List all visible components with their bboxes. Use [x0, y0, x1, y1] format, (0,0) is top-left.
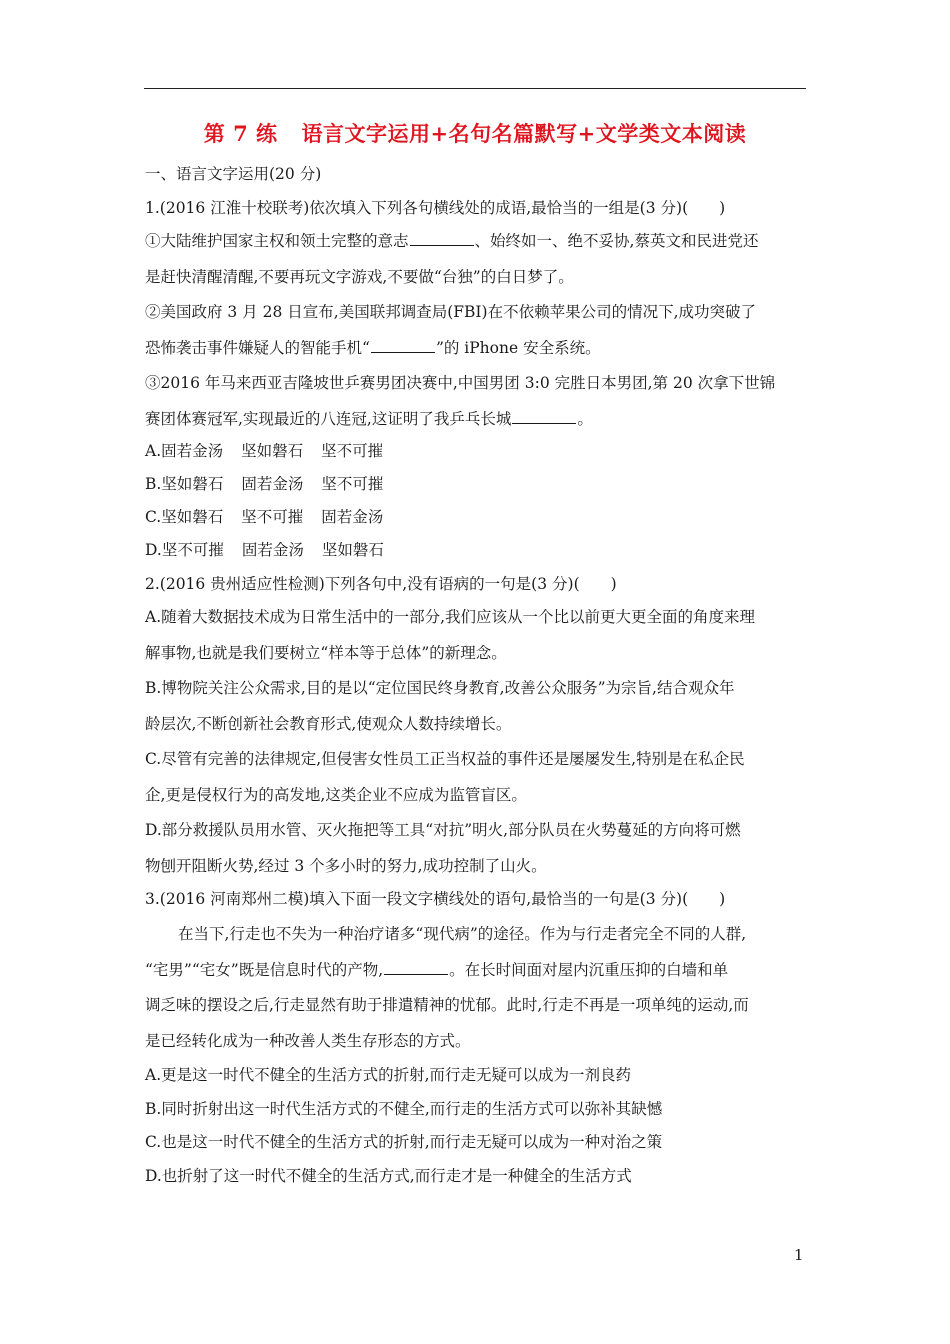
header-rule: [144, 88, 806, 89]
page-title: [0, 118, 950, 148]
answer-blank: [371, 338, 435, 353]
q3-option-c: C.也是这一时代不健全的生活方式的折射,而行走无疑可以成为一种对治之策: [145, 1133, 663, 1151]
q2-option-d: D.部分救援队员用水管、灭火拖把等工具“对抗”明火,部分队员在火势蔓延的方向将可燃: [145, 821, 741, 839]
q1-sentence-1: ①大陆维护国家主权和领土完整的意志 、始终如一、绝不妥协,蔡英文和民进党还: [145, 232, 759, 250]
q1-sentence-3: ③2016 年马来西亚吉隆坡世乒赛男团决赛中,中国男团 3:0 完胜日本男团,第 20 次拿下世锦: [145, 374, 776, 392]
q3-option-a: A.更是这一时代不健全的生活方式的折射,而行走无疑可以成为一剂良药: [145, 1066, 632, 1084]
q3-option-d: D.也折射了这一时代不健全的生活方式,而行走才是一种健全的生活方式: [145, 1167, 632, 1185]
q1-stem: 1.(2016 江淮十校联考)依次填入下列各句横线处的成语,最恰当的一组是(3 分)( ): [145, 199, 726, 217]
q2-option-c: C.尽管有完善的法律规定,但侵害女性员工正当权益的事件还是屡屡发生,特别是在私企民: [145, 750, 745, 768]
q2-option-a: A.随着大数据技术成为日常生活中的一部分,我们应该从一个比以前更大更全面的角度来理: [145, 608, 756, 626]
q1-sentence-2-cont: 恐怖袭击事件嫌疑人的智能手机“ ”的 iPhone 安全系统。: [145, 339, 601, 357]
section-heading: 一、语言文字运用(20 分): [145, 165, 322, 183]
answer-blank: [410, 231, 474, 246]
q1-option-a: A.固若金汤 坚如磐石 坚不可摧: [145, 442, 384, 460]
q2-option-a-cont: 解事物,也就是我们要树立“样本等于总体”的新理念。: [145, 644, 507, 662]
q1-option-d: D.坚不可摧 固若金汤 坚如磐石: [145, 541, 384, 559]
q2-stem: 2.(2016 贵州适应性检测)下列各句中,没有语病的一句是(3 分)( ): [145, 575, 617, 593]
q3-passage-line-3: 调乏味的摆设之后,行走显然有助于排遣精神的忧郁。此时,行走不再是一项单纯的运动,而: [145, 996, 749, 1014]
q1-option-b: B.坚如磐石 固若金汤 坚不可摧: [145, 475, 384, 493]
q1-sentence-2: ②美国政府 3 月 28 日宣布,美国联邦调查局(FBI)在不依赖苹果公司的情况下,成功突破了: [145, 303, 757, 321]
answer-blank: [384, 960, 448, 975]
title-number: 第 7 练: [203, 121, 278, 146]
title-text: 语言文字运用+名句名篇默写+文学类文本阅读: [301, 121, 747, 146]
answer-blank: [512, 409, 576, 424]
q3-passage-line-1: 在当下,行走也不失为一种治疗诸多“现代病”的途径。作为与行走者完全不同的人群,: [178, 925, 747, 943]
q3-passage-line-4: 是已经转化成为一种改善人类生存形态的方式。: [145, 1032, 471, 1050]
q2-option-d-cont: 物刨开阻断火势,经过 3 个多小时的努力,成功控制了山火。: [145, 857, 547, 875]
q3-stem: 3.(2016 河南郑州二模)填入下面一段文字横线处的语句,最恰当的一句是(3 分)( ): [145, 890, 726, 908]
q2-option-b: B.博物院关注公众需求,目的是以“定位国民终身教育,改善公众服务”为宗旨,结合观众年: [145, 679, 735, 697]
q3-passage-line-2: “宅男”“宅女”既是信息时代的产物, 。在长时间面对屋内沉重压抑的白墙和单: [145, 961, 729, 979]
q1-sentence-3-cont: 赛团体赛冠军,实现最近的八连冠,这证明了我乒乓长城 。: [145, 410, 593, 428]
q2-option-c-cont: 企,更是侵权行为的高发地,这类企业不应成为监管盲区。: [145, 786, 527, 804]
q3-option-b: B.同时折射出这一时代生活方式的不健全,而行走的生活方式可以弥补其缺憾: [145, 1100, 663, 1118]
q2-option-b-cont: 龄层次,不断创新社会教育形式,使观众人数持续增长。: [145, 715, 512, 733]
q1-option-c: C.坚如磐石 坚不可摧 固若金汤: [145, 508, 384, 526]
q1-sentence-1-cont: 是赶快清醒清醒,不要再玩文字游戏,不要做“台独”的白日梦了。: [145, 268, 574, 286]
page-number: 1: [794, 1246, 804, 1264]
